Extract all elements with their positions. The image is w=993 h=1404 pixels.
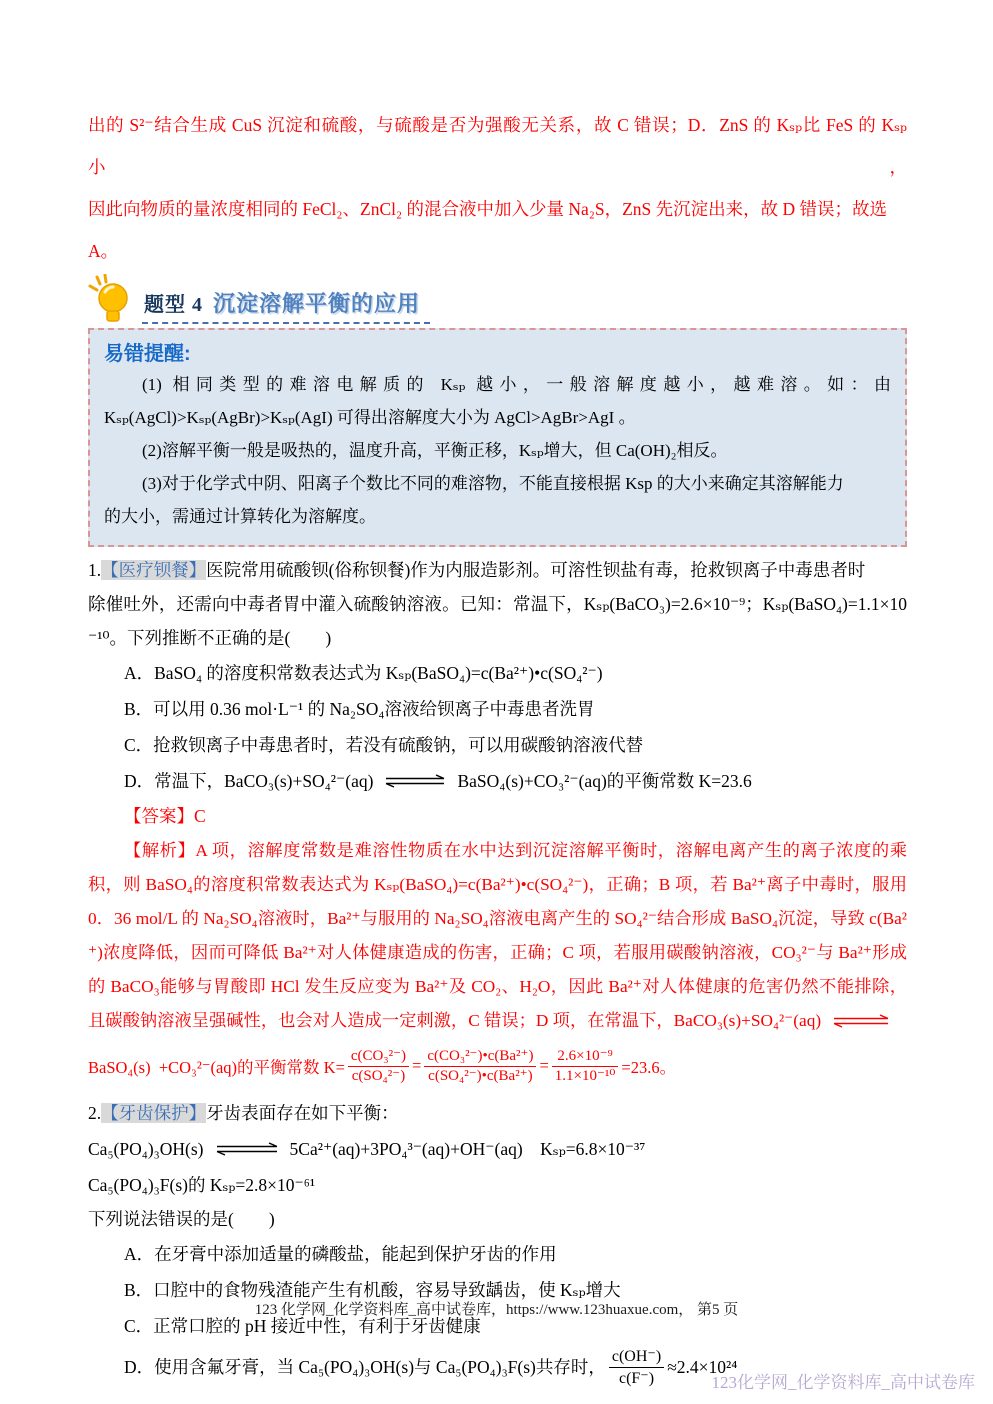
- analysis-line: 【解析】A 项，溶解度常数是难溶性物质在水中达到沉淀溶解平衡时，溶解电离产生的离子浓度的乘: [124, 841, 907, 860]
- question-1-stem-line: [88, 553, 907, 587]
- analysis-line: 的 BaCO₃能够与胃酸即 HCl 发生反应变为 Ba²⁺及 CO₂、H₂O，因此 Ba²⁺对人体健康的危害仍然不能排除，: [88, 977, 907, 996]
- analysis-line: 0．36 mol/L 的 Na₂SO₄溶液时，Ba²⁺与服用的 Na₂SO₄溶液电离产生的 SO₄²⁻结合形成 BaSO₄沉淀，导致 c(Ba²: [88, 909, 907, 928]
- option-d-left: D．常温下，BaCO₃(s)+SO₄²⁻(aq): [124, 771, 374, 791]
- option-a: A．在牙膏中添加适量的磷酸盐，能起到保护牙齿的作用: [124, 1244, 557, 1264]
- equals-sign: =: [539, 1056, 549, 1075]
- analysis-line: ⁺)浓度降低，因而可降低 Ba²⁺对人体健康造成的伤害，正确；C 项，若服用碳酸钠溶液，CO₃²⁻与 Ba²⁺形成: [88, 943, 907, 962]
- question-2-prompt: 下列说法错误的是( ): [88, 1209, 275, 1229]
- fraction-denominator: c(SO₄²⁻): [351, 1067, 406, 1084]
- question-1-stem-line: ⁻¹⁰。下列推断不正确的是( ): [88, 628, 332, 648]
- dissolution-equation: [88, 1130, 907, 1168]
- analysis-section: [88, 834, 907, 1090]
- page-footer: 123 化学网_化学资料库_高中试卷库，https://www.123huaxue.com， 第5 页: [254, 1302, 739, 1318]
- fraction-numerator: c(OH⁻): [609, 1346, 664, 1368]
- analysis-text: 且碳酸钠溶液呈强碱性，也会对人造成一定刺激，C 错误；D 项，在常温下，BaCO₃(s)+SO₄²⁻(aq): [88, 1011, 822, 1030]
- option-d-left: D．使用含氟牙膏，当 Ca₅(PO₄)₃OH(s)与 Ca₅(PO₄)₃F(s)共存时，: [124, 1357, 606, 1377]
- question-1-tag: 【医疗钡餐】: [101, 560, 207, 580]
- fraction-denominator: 1.1×10⁻¹⁰: [554, 1067, 616, 1084]
- answer-line: [88, 799, 907, 834]
- answer-value: C: [194, 806, 206, 826]
- lightbulb-icon: [88, 274, 134, 324]
- question-2-stem-text: 牙齿表面存在如下平衡：: [206, 1103, 399, 1123]
- equation-left: Ca₅(PO₄)₃OH(s): [88, 1139, 204, 1159]
- alert-item: (3)对于化学式中阴、阳离子个数比不同的难溶物，不能直接根据 Ksp 的大小来确定其溶解能力: [142, 474, 844, 493]
- analysis-continuation: [88, 104, 907, 272]
- equals-sign: =: [412, 1056, 422, 1075]
- option-b: B．口腔中的食物残渣能产生有机酸，容易导致龋齿，使 Kₛₚ增大: [124, 1280, 621, 1300]
- equilibrium-arrow-icon: [831, 1014, 891, 1028]
- fraction: [609, 1346, 664, 1389]
- equilibrium-arrow-icon: [383, 774, 447, 788]
- fraction-numerator: 2.6×10⁻⁹: [552, 1047, 619, 1067]
- option-d-right: BaSO₄(s)+CO₃²⁻(aq)的平衡常数 K=23.6: [457, 771, 752, 791]
- question-2-stem-line: [88, 1096, 907, 1130]
- alert-item: Kₛₚ(AgCl)>Kₛₚ(AgBr)>Kₛₚ(AgI) 可得出溶解度大小为 AgCl>AgBr>AgI 。: [104, 408, 636, 427]
- formula-result: =23.6。: [621, 1058, 677, 1077]
- question-2-tag: 【牙齿保护】: [101, 1103, 207, 1123]
- alert-item: (2)溶解平衡一般是吸热的，温度升高，平衡正移，Kₛₚ增大，但 Ca(OH)₂相反。: [142, 441, 728, 460]
- fraction-denominator: c(F⁻): [618, 1369, 655, 1387]
- question-1-stem-text: 医院常用硫酸钡(俗称钡餐)作为内服造影剂。可溶性钡盐有毒，抢救钡离子中毒患者时: [206, 560, 866, 580]
- question-2-number: 2.: [88, 1103, 102, 1123]
- option-a: A．BaSO₄ 的溶度积常数表达式为 Kₛₚ(BaSO₄)=c(Ba²⁺)•c(SO₄²⁻): [124, 663, 603, 683]
- analysis-line: 出的 S²⁻结合生成 CuS 沉淀和硫酸，与硫酸是否为强酸无关系，故 C 错误；D．ZnS 的 Kₛₚ比 FeS 的 Kₛₚ小，: [88, 115, 907, 177]
- question-2: [88, 1096, 907, 1390]
- option-c: C．抢救钡离子中毒患者时，若没有硫酸钠，可以用碳酸钠溶液代替: [124, 735, 644, 755]
- fraction-denominator: c(SO₄²⁻)•c(Ba²⁺): [428, 1067, 533, 1084]
- equilibrium-arrow-icon: [214, 1142, 280, 1156]
- alert-box: [88, 328, 907, 547]
- fraction: [348, 1047, 409, 1086]
- alert-item: (1) 相同类型的难溶电解质的 Kₛₚ 越小，一般溶解度越小，越难溶。如：由: [142, 375, 891, 394]
- topic-number: 题型 4: [144, 294, 203, 316]
- formula-prefix: BaSO₄(s) +CO₃²⁻(aq)的平衡常数 K=: [88, 1058, 345, 1077]
- topic-title: 沉淀溶解平衡的应用: [213, 291, 421, 316]
- fraction-numerator: c(CO₃²⁻): [348, 1047, 409, 1067]
- fraction-numerator: c(CO₃²⁻)•c(Ba²⁺): [424, 1047, 536, 1067]
- watermark: 123化学网_化学资料库_高中试卷库: [711, 1373, 975, 1392]
- question-1-stem-line: 除催吐外，还需向中毒者胃中灌入硫酸钠溶液。已知：常温下，Kₛₚ(BaCO₃)=2.6×10⁻⁹；Kₛₚ(BaSO₄)=1.1×10: [88, 594, 907, 614]
- fraction: [424, 1047, 536, 1086]
- analysis-line: 积，则 BaSO₄的溶度积常数表达式为 Kₛₚ(BaSO₄)=c(Ba²⁺)•c(SO₄²⁻)，正确；B 项，若 Ba²⁺离子中毒时，服用: [88, 875, 907, 894]
- equilibrium-constant-formula: [88, 1042, 907, 1090]
- question-1: [88, 553, 907, 1090]
- alert-item: 的大小，需通过计算转化为溶解度。: [104, 507, 376, 526]
- equation-right: 5Ca²⁺(aq)+3PO₄³⁻(aq)+OH⁻(aq) Kₛₚ=6.8×10⁻³⁷: [289, 1139, 646, 1159]
- alert-box-title: 易错提醒:: [104, 343, 191, 365]
- ksp-line: Ca₅(PO₄)₃F(s)的 Kₛₚ=2.8×10⁻⁶¹: [88, 1175, 316, 1195]
- analysis-line: 因此向物质的量浓度相同的 FeCl₂、ZnCl₂ 的混合液中加入少量 Na₂S，ZnS 先沉淀出来，故 D 错误；故选 A。: [88, 199, 892, 261]
- option-d-right: ≈2.4×10²⁴: [667, 1357, 738, 1377]
- option-b: B．可以用 0.36 mol·L⁻¹ 的 Na₂SO₄溶液给钡离子中毒患者洗胃: [124, 699, 595, 719]
- fraction: [552, 1047, 619, 1086]
- topic-heading: [88, 274, 907, 324]
- option-d: [88, 763, 907, 799]
- answer-label: 【答案】: [124, 806, 194, 826]
- option-c: C．正常口腔的 pH 接近中性，有利于牙齿健康: [124, 1316, 481, 1336]
- topic-heading-text: [142, 287, 430, 324]
- question-1-number: 1.: [88, 560, 102, 580]
- analysis-line: [88, 1004, 907, 1038]
